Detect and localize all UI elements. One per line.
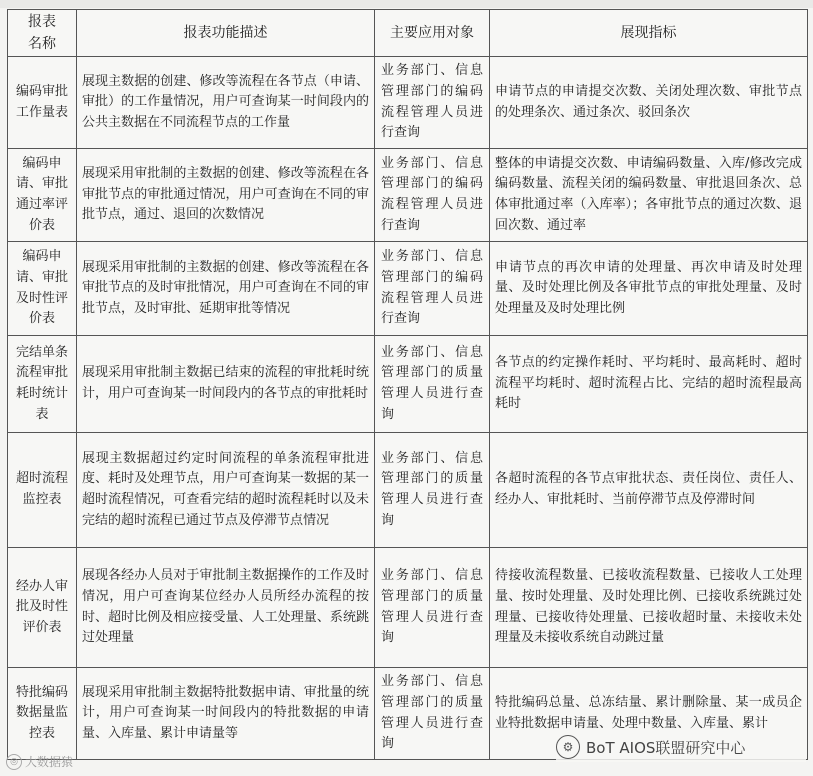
report-indicators: 申请节点的申请提交次数、关闭处理次数、审批节点的处理条次、通过条次、驳回条次 <box>490 57 808 149</box>
report-name: 完结单条 流程审批 耗时统计 表 <box>8 336 77 433</box>
report-description: 展现主数据超过约定时间流程的单条流程审批进度、耗时及处理节点，用户可查询某一数据的某一超时流程情况，可查看完结的超时流程耗时以及未完结的超时流程已通过节点及停滞节点情况 <box>77 433 375 548</box>
report-indicators: 各超时流程的各节点审批状态、责任岗位、责任人、经办人、审批耗时、当前停滞节点及停滞时间 <box>490 433 808 548</box>
report-name: 特批编码 数据量监 控表 <box>8 668 77 760</box>
report-audience: 业务部门、信息管理部门的质量管理人员进行查询 <box>375 668 490 760</box>
table-header <box>8 10 808 57</box>
report-audience: 业务部门、信息管理部门的质量管理人员进行查询 <box>375 336 490 433</box>
header-main-audience: 主要应用对象 <box>375 10 490 57</box>
header-report-name: 报表 名称 <box>8 10 77 57</box>
report-table <box>7 9 808 760</box>
table-row <box>8 336 808 433</box>
watermark-left-text: 大数据猿 <box>25 755 74 769</box>
report-name: 编码审批 工作量表 <box>8 57 77 149</box>
wechat-logo-icon: ⚙ <box>556 735 580 759</box>
header-indicators: 展现指标 <box>490 10 808 57</box>
report-indicators: 各节点的约定操作耗时、平均耗时、最高耗时、超时流程平均耗时、超时流程占比、完结的超时流程最高耗时 <box>490 336 808 433</box>
report-audience: 业务部门、信息管理部门的编码流程管理人员进行查询 <box>375 57 490 149</box>
watermark-right <box>556 732 806 762</box>
watermark-right-text: BoT AIOS联盟研究中心 <box>586 738 746 757</box>
report-audience: 业务部门、信息管理部门的编码流程管理人员进行查询 <box>375 242 490 336</box>
report-indicators: 申请节点的再次申请的处理量、再次申请及时处理量、及时处理比例及各审批节点的审批处理量、及时处理量及及时处理比例 <box>490 242 808 336</box>
report-name: 经办人审 批及时性 评价表 <box>8 548 77 668</box>
report-description: 展现各经办人员对于审批制主数据操作的工作及时情况，用户可查询某位经办人员所经办流程的按时、超时比例及相应接受量、人工处理量、系统跳过处理量 <box>77 548 375 668</box>
table-row <box>8 149 808 242</box>
report-description: 展现主数据的创建、修改等流程在各节点（申请、审批）的工作量情况，用户可查询某一时间段内的公共主数据在不同流程节点的工作量 <box>77 57 375 149</box>
table-row <box>8 57 808 149</box>
report-description: 展现采用审批制的主数据的创建、修改等流程在各审批节点的及时审批情况，用户可查询在不同的审批节点，及时审批、延期审批等情况 <box>77 242 375 336</box>
report-indicators: 待接收流程数量、已接收流程数量、已接收人工处理量、按时处理量、及时处理比例、已接收系统跳过处理量、已接收待处理量、已接收超时量、未接收未处理量及未接收系统自动跳过量 <box>490 548 808 668</box>
report-description: 展现采用审批制主数据已结束的流程的审批耗时统计，用户可查询某一时间段内的各节点的审批耗时 <box>77 336 375 433</box>
report-audience: 业务部门、信息管理部门的编码流程管理人员进行查询 <box>375 149 490 242</box>
report-audience: 业务部门、信息管理部门的质量管理人员进行查询 <box>375 433 490 548</box>
header-row <box>8 10 808 57</box>
table-row <box>8 548 808 668</box>
report-name: 超时流程 监控表 <box>8 433 77 548</box>
table-row <box>8 242 808 336</box>
table-row <box>8 433 808 548</box>
report-description: 展现采用审批制主数据特批数据申请、审批量的统计，用户可查询某一时间段内的特批数据的申请量、入库量、累计申请量等 <box>77 668 375 760</box>
header-function-description: 报表功能描述 <box>77 10 375 57</box>
watermark-left-logo-icon: ◎ <box>6 754 22 770</box>
top-strip <box>0 0 813 8</box>
report-audience: 业务部门、信息管理部门的质量管理人员进行查询 <box>375 548 490 668</box>
report-indicators: 整体的申请提交次数、申请编码数量、入库/修改完成编码数量、流程关闭的编码数量、审批退回条次、总体审批通过率（入库率）；各审批节点的通过次数、退回次数、通过率 <box>490 149 808 242</box>
report-description: 展现采用审批制的主数据的创建、修改等流程在各审批节点的审批通过情况，用户可查询在不同的审批节点，通过、退回的次数情况 <box>77 149 375 242</box>
report-name: 编码申 请、审批 通过率评 价表 <box>8 149 77 242</box>
watermark-left <box>6 753 73 770</box>
report-name: 编码申 请、审批 及时性评 价表 <box>8 242 77 336</box>
report-indicators: 特批编码总量、总冻结量、累计删除量、某一成员企业特批数据申请量、处理中数量、入库量、累计 <box>490 668 808 760</box>
